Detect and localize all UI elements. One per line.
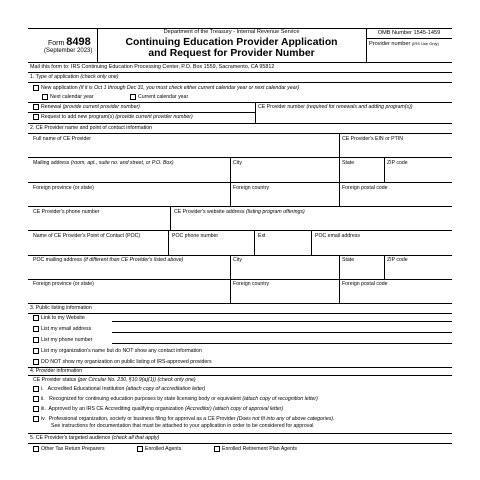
audience-erpa-label: Enrolled Retirement Plan Agents bbox=[222, 446, 297, 452]
city-label: City bbox=[233, 160, 242, 166]
list-phone-checkbox[interactable] bbox=[33, 337, 39, 343]
provider-number-field[interactable] bbox=[368, 49, 450, 61]
section5-title-note: (check all that apply) bbox=[111, 435, 160, 441]
do-not-show-label: DO NOT show my organization on public listing of IRS-approved providers bbox=[41, 359, 212, 365]
department: Department of the Treasury - Internal Revenue Service bbox=[163, 29, 300, 35]
name-only-checkbox[interactable] bbox=[33, 348, 39, 354]
status-i-checkbox[interactable] bbox=[33, 386, 39, 392]
state-label: State bbox=[342, 160, 355, 166]
list-email-field[interactable] bbox=[112, 332, 452, 333]
zip2-label: ZIP code bbox=[387, 257, 408, 263]
audience-other-label: Other Tax Return Preparers bbox=[41, 446, 105, 452]
poc-email-label: POC email address bbox=[315, 233, 360, 239]
link-website-field[interactable] bbox=[112, 321, 452, 322]
status-iv-note: (Does not fit into any of above categories). bbox=[237, 416, 335, 422]
renewal-text: Renewal bbox=[41, 104, 62, 110]
status-ii-text: Recognized for continuing education purposes by state licensing body or equivalent bbox=[49, 396, 241, 402]
zip-label: ZIP code bbox=[387, 160, 408, 166]
form-date: (September 2023) bbox=[44, 48, 93, 54]
website-label bbox=[174, 210, 305, 215]
current-year-label: Current calendar year bbox=[138, 94, 189, 100]
audience-ea-checkbox[interactable] bbox=[137, 446, 143, 452]
new-application-checkbox[interactable] bbox=[33, 85, 39, 91]
renewal-label bbox=[41, 105, 140, 110]
do-not-show-checkbox[interactable] bbox=[33, 359, 39, 365]
section5-title-text: 5. CE Provider's targeted audience bbox=[30, 435, 111, 441]
foreign-postal2-label: Foreign postal code bbox=[342, 281, 388, 287]
state2-label: State bbox=[342, 257, 355, 263]
ce-provider-number-note: (required for renewals and adding program(s)) bbox=[306, 104, 413, 110]
status-iii-checkbox[interactable] bbox=[33, 406, 39, 412]
section1-title-text: 1. Type of application bbox=[30, 74, 79, 80]
status-iv-num: iv. bbox=[41, 416, 46, 422]
audience-erpa-checkbox[interactable] bbox=[214, 446, 220, 452]
status-i-text: Accredited Educational Institution bbox=[47, 386, 125, 392]
omb-number: OMB Number 1545-1459 bbox=[377, 30, 441, 36]
renewal-note: (provide current provider number) bbox=[62, 104, 140, 110]
foreign-province2-label: Foreign province (or state) bbox=[33, 281, 94, 287]
list-email-label: List my email address bbox=[41, 326, 92, 332]
provider-number-text: Provider number bbox=[369, 41, 411, 47]
status-iii-text: Approved by an IRS CE Accrediting qualifying organization bbox=[48, 406, 184, 412]
mailing-address-label bbox=[33, 161, 174, 166]
section3-title: 3. Public listing information bbox=[30, 305, 92, 311]
list-phone-label: List my phone number bbox=[41, 337, 93, 343]
section1-title-note: (check only one) bbox=[80, 74, 119, 80]
full-name-label: Full name of CE Provider bbox=[33, 136, 91, 142]
form-title-line1: Continuing Education Provider Application bbox=[125, 37, 338, 48]
status-i-num: i. bbox=[41, 386, 44, 392]
link-website-label: Link to my Website bbox=[41, 315, 85, 321]
form-title-line2: and Request for Provider Number bbox=[148, 48, 315, 59]
next-year-checkbox[interactable] bbox=[42, 94, 48, 100]
mailing-address-text: Mailing address bbox=[33, 160, 70, 166]
status-ii-label bbox=[41, 397, 318, 402]
list-phone-field[interactable] bbox=[112, 343, 452, 344]
status-i-note: (attach copy of accreditation letter) bbox=[125, 386, 206, 392]
status-i-label bbox=[41, 387, 205, 392]
request-add-label bbox=[41, 115, 193, 120]
ext-label: Ext bbox=[258, 233, 266, 239]
form-word: Form bbox=[48, 40, 65, 47]
poc-mailing-text: POC mailing address bbox=[33, 257, 83, 263]
website-note: (listing program offerings) bbox=[245, 209, 305, 215]
ce-provider-number-text: CE Provider number bbox=[258, 104, 305, 110]
status-ii-note: (attach copy of recognition letter) bbox=[242, 396, 318, 402]
audience-other-checkbox[interactable] bbox=[33, 446, 39, 452]
foreign-province-label: Foreign province (or state) bbox=[33, 185, 94, 191]
poc-mailing-note: (if different than CE Provider's listed above) bbox=[83, 257, 184, 263]
renewal-checkbox[interactable] bbox=[33, 104, 39, 110]
ce-provider-number-label bbox=[258, 105, 413, 110]
status-iv-instructions: See instructions for documentation that must be attached to your application in order to be considered for approval bbox=[51, 423, 314, 429]
mail-to: Mail this form to: IRS Continuing Education Processing Center, P.O. Box 1559, Sacramento, CA 95812 bbox=[30, 64, 275, 70]
mailing-address-note: (room, apt., suite no. and street, or P.O. Box) bbox=[70, 160, 174, 166]
request-add-note: (provide current provider number) bbox=[115, 114, 193, 120]
form-label bbox=[48, 37, 91, 48]
status-iii-num: iii. bbox=[41, 406, 46, 412]
foreign-country2-label: Foreign country bbox=[233, 281, 270, 287]
new-application-label bbox=[41, 86, 299, 91]
foreign-postal-label: Foreign postal code bbox=[342, 185, 388, 191]
provider-status-text: CE Provider status bbox=[33, 377, 77, 383]
poc-phone-label: POC phone number bbox=[172, 233, 219, 239]
status-iii-label bbox=[41, 407, 283, 412]
provider-status-label bbox=[33, 378, 196, 383]
provider-status-note: (per Circular No. 230, §10.9(a)(1)) (check only one) bbox=[77, 377, 196, 383]
list-email-checkbox[interactable] bbox=[33, 326, 39, 332]
name-only-label: List my organization's name but do NOT show any contact information bbox=[41, 348, 202, 354]
new-application-text: New application bbox=[41, 85, 78, 91]
next-year-label: Next calendar year bbox=[50, 94, 94, 100]
ein-label: CE Provider's EIN or PTIN bbox=[342, 136, 403, 142]
poc-mailing-label bbox=[33, 258, 183, 263]
status-iv-text: Professional organization, society or business filing for approval as a CE Provider bbox=[48, 416, 236, 422]
status-iv-label bbox=[41, 417, 334, 422]
audience-ea-label: Enrolled Agents bbox=[145, 446, 182, 452]
section1-title bbox=[30, 75, 118, 80]
foreign-country-label: Foreign country bbox=[233, 185, 270, 191]
status-iv-checkbox[interactable] bbox=[33, 416, 39, 422]
request-add-checkbox[interactable] bbox=[33, 114, 39, 120]
form-number: 8498 bbox=[66, 36, 91, 48]
phone-label: CE Provider's phone number bbox=[33, 209, 100, 215]
provider-number-label bbox=[369, 42, 439, 48]
section5-title bbox=[30, 436, 159, 441]
request-add-text: Request to add new program(s) bbox=[41, 114, 114, 120]
status-ii-num: ii. bbox=[41, 396, 45, 402]
section4-title: 4. Provider information bbox=[30, 368, 83, 374]
website-text: CE Provider's website address bbox=[174, 209, 245, 215]
new-application-note: (if it is Oct 1 through Dec 31, you must check either current calendar year or next calendar year) bbox=[79, 85, 300, 91]
status-iii-note: (Accreditor) (attach copy of approval letter) bbox=[184, 406, 284, 412]
status-ii-checkbox[interactable] bbox=[33, 396, 39, 402]
provider-number-note: (IRS Use Only) bbox=[411, 41, 439, 46]
current-year-checkbox[interactable] bbox=[130, 94, 136, 100]
city2-label: City bbox=[233, 257, 242, 263]
section2-title: 2. CE Provider name and point of contact information bbox=[30, 125, 152, 131]
link-website-checkbox[interactable] bbox=[33, 315, 39, 321]
poc-name-label: Name of CE Provider's Point of Contact (POC) bbox=[33, 233, 141, 239]
